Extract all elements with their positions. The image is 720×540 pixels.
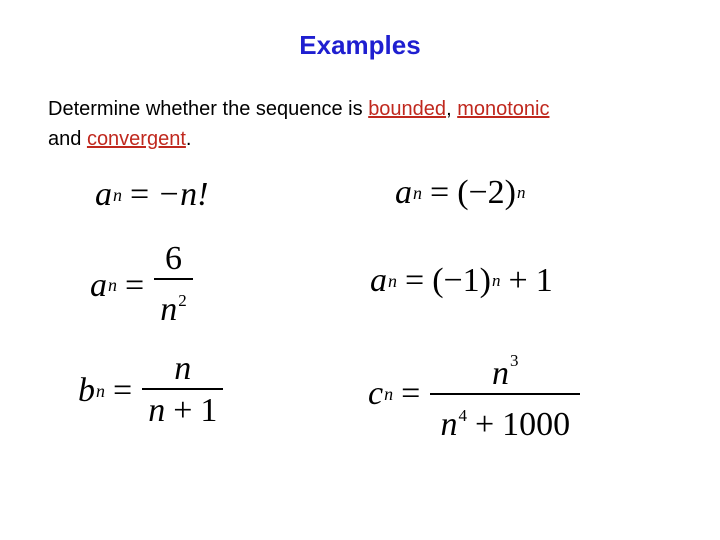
- eq6-numerator-exponent: 3: [510, 351, 519, 370]
- eq6-denominator-exponent: 4: [458, 406, 467, 425]
- intro-end: .: [185, 128, 192, 150]
- eq3-denominator: n: [160, 291, 178, 328]
- equation-5: [78, 352, 225, 430]
- eq1-equals: =: [130, 176, 150, 213]
- intro-sep-1: ,: [446, 98, 458, 120]
- eq2-subscript: n: [413, 182, 422, 203]
- eq4-lhs: a: [370, 262, 387, 299]
- eq1-lhs: a: [95, 176, 112, 213]
- eq6-denominator-plus: +: [474, 406, 495, 443]
- eq3-subscript: n: [108, 275, 117, 295]
- eq2-exponent: n: [517, 183, 526, 202]
- eq3-equals: =: [125, 266, 145, 304]
- instruction-text: [48, 94, 688, 154]
- equation-6: [368, 344, 582, 444]
- keyword-convergent: convergent: [86, 128, 186, 150]
- eq6-denominator-constant: 1000: [502, 406, 571, 443]
- eq3-numerator: 6: [164, 240, 182, 277]
- eq5-fraction: [142, 352, 223, 430]
- intro-sep-2: and: [48, 128, 87, 150]
- eq1-subscript: n: [113, 184, 122, 205]
- eq3-lhs: a: [90, 266, 107, 304]
- equation-1: [95, 176, 208, 214]
- eq2-base: (−2): [457, 174, 517, 211]
- equation-2: [395, 174, 526, 212]
- eq6-fraction: [430, 344, 580, 444]
- eq1-rhs: −n!: [157, 176, 209, 213]
- keyword-bounded: bounded: [368, 98, 447, 120]
- equation-4: [370, 262, 553, 300]
- slide-title: Examples: [299, 30, 421, 60]
- eq4-plus: +: [508, 262, 528, 299]
- eq4-base: (−1): [432, 262, 492, 299]
- eq4-equals: =: [405, 262, 425, 299]
- eq3-denominator-exponent: 2: [178, 291, 187, 310]
- eq2-equals: =: [430, 174, 450, 211]
- eq4-subscript: n: [388, 270, 397, 291]
- eq6-lhs: c: [368, 375, 384, 412]
- eq5-denominator-constant: 1: [200, 392, 218, 429]
- keyword-monotonic: monotonic: [457, 98, 550, 120]
- eq5-denominator-variable: n: [148, 392, 166, 429]
- intro-text: Determine whether the sequence is: [48, 98, 369, 120]
- eq5-denominator-plus: +: [173, 392, 193, 429]
- eq5-lhs: b: [78, 372, 95, 409]
- eq6-denominator-variable: n: [440, 406, 458, 443]
- equation-3: [90, 242, 195, 329]
- eq5-equals: =: [113, 372, 133, 409]
- eq6-equals: =: [401, 375, 421, 412]
- eq4-constant: 1: [535, 262, 553, 299]
- eq3-fraction: [154, 242, 193, 329]
- eq5-numerator: n: [174, 350, 192, 387]
- eq6-numerator-variable: n: [492, 355, 510, 392]
- eq6-subscript: n: [384, 383, 394, 404]
- eq4-exponent: n: [492, 271, 501, 290]
- eq2-lhs: a: [395, 174, 412, 211]
- eq5-subscript: n: [96, 380, 105, 401]
